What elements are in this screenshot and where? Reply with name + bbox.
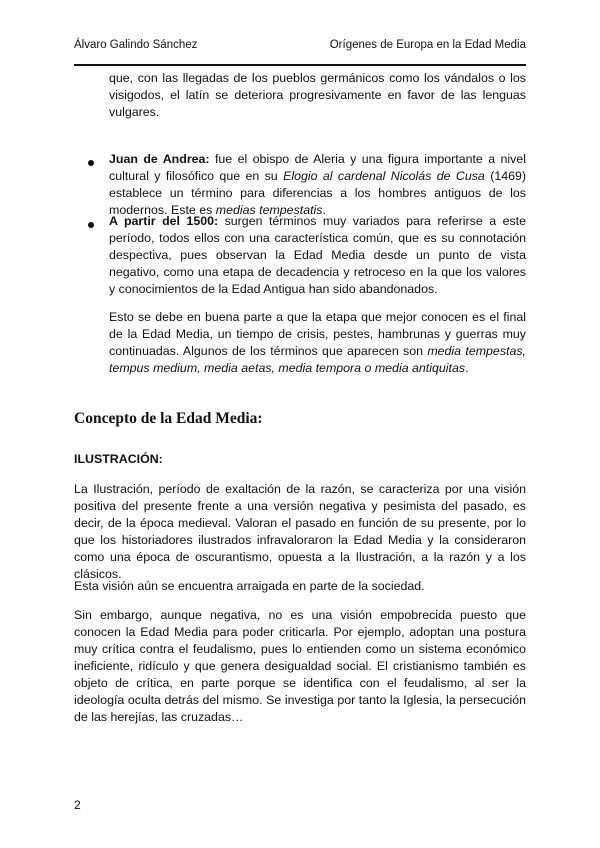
bullet-text: fue el obispo de Aleria y una figura importante a nivel cultural y filosófico que en su [109,152,526,183]
bullet-text: surgen términos muy variados para referirse a este período, todos ellos con una característica común, que es su connotación despectiva, pues observan la Edad Media desde un punto de vista negativo, como una etapa de decadencia y retroceso en la que los valores y conocimientos de la Edad Antigua han sido abandonados. [109,214,526,296]
paragraph-text: Esto se debe en buena parte a que la etapa que mejor conocen es el final de la Edad Media, un tiempo de crisis, pestes, hambrunas y guerras muy continuadas. Algunos de los términos que aparecen son [109,310,526,358]
header-document-title: Orígenes de Europa en la Edad Media [329,39,526,51]
section-title: Concepto de la Edad Media: [74,410,263,427]
bullet-item-juan-de-andrea [109,151,526,219]
indented-paragraph [109,309,526,377]
paragraph-text: . [465,361,469,375]
bullet-text: . [322,203,326,217]
header-rule [74,64,526,66]
continuation-paragraph: que, con las llegadas de los pueblos germánicos como los vándalos o los visigodos, el latín se deteriora progresivamente en favor de las lenguas vulgares. [109,71,526,119]
bullet-text: (1469) establece un término para diferencias a los hombres antiguos de los modernos. Este es [109,169,527,217]
bullet-italic-text: Elogio al cardenal Nicolás de Cusa [283,169,485,183]
bullet-marker [88,160,94,166]
page-header [74,37,526,53]
body-paragraph: Sin embargo, aunque negativa, no es una visión empobrecida puesto que conocen la Edad Media para poder criticarla. Por ejemplo, adoptan una postura muy crítica contra el feudalismo, pues lo entienden como un sistema económico ineficiente, ridículo y que genera desigualdad social. El cristianismo también es objeto de crítica, en parte porque se identifica con el feudalismo, al ser la ideología oculta detrás del mismo. Se investiga por tanto la Iglesia, la persecución de las herejías, las cruzadas… [74,608,526,724]
bullet-marker [88,222,94,228]
bullet-lead: Juan de Andrea: [109,152,210,166]
body-paragraph: Esta visión aún se encuentra arraigada en parte de la sociedad. [74,579,425,593]
body-paragraph: La Ilustración, período de exaltación de la razón, se caracteriza por una visión positiva del presente frente a una versión negativa y pesimista del pasado, es decir, de la época medieval. Valoran el pasado en función de su presente, por lo que los historiadores ilustrados infravaloraron la Edad Media y la consideraron como una época de oscurantismo, opuesta a la Ilustración, a la razón y a los clásicos. [74,482,526,581]
bullet-italic-text: medias tempestatis [215,203,323,217]
page-number: 2 [74,798,81,812]
paragraph-italic-text: media tempestas, tempus medium, media aetas, media tempora o media antiquitas [109,344,526,375]
bullet-item-a-partir-del-1500 [109,213,526,298]
subsection-title: ILUSTRACIÓN: [74,452,163,466]
header-author: Álvaro Galindo Sánchez [74,39,198,51]
bullet-lead: A partir del 1500: [109,214,219,228]
